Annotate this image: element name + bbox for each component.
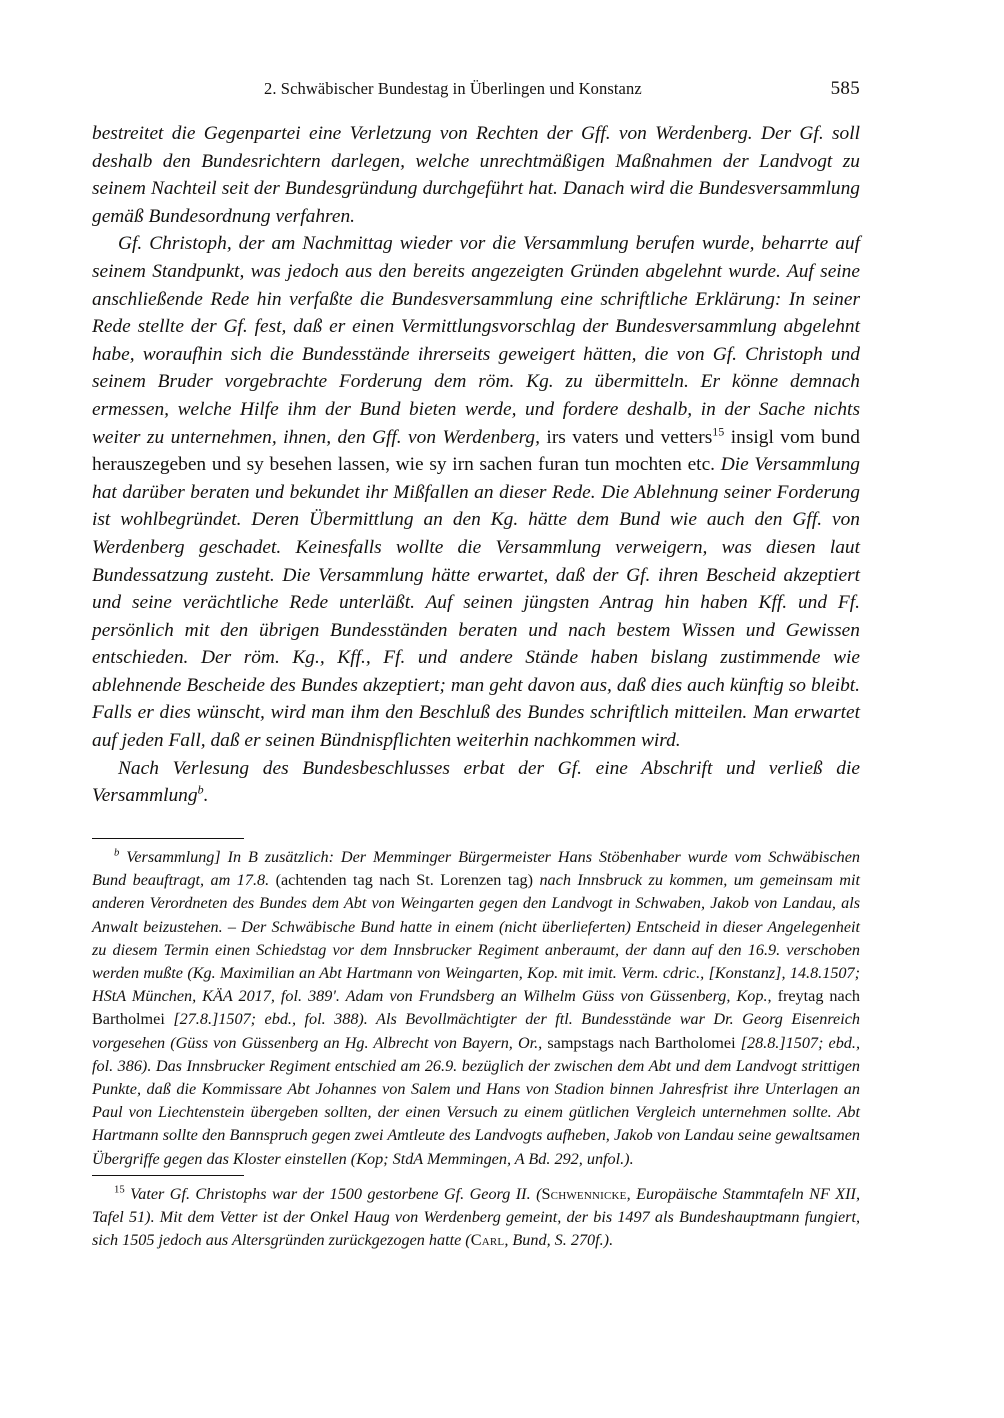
footnote-b-text-3: [27.8.]1507; ebd., fol. 388). Als Bevollmächtigter der ftl. Bundesstände war Dr. Georg Eisenreich vorgesehen (Güss von Güssenberg an Hg. Albrecht von Bayern, Or.,	[92, 1010, 860, 1052]
running-head	[92, 78, 860, 100]
running-head-title: 2. Schwäbischer Bundestag in Überlingen und Konstanz	[264, 79, 642, 98]
paragraph-2-quote-b: insigl vom bund herauszegeben und sy besehen lassen, wie sy irn sachen furan tun mochten etc.	[92, 426, 860, 476]
footnote-b-text-4: [28.8.]1507; ebd., fol. 386). Das Innsbrucker Regiment entschied am 26.9. bezüglich der zwischen dem Abt und dem Landvogt strittigen Punkte, daß die Kommissare Abt Johannes von Salem und Hans von Stadion binnen Jahresfrist ihre Unterlagen an Paul von Liechtenstein übergeben sollten, der einen Versuch zu einem gütlichen Vergleich unternehmen sollte. Abt Hartmann sollte den Bannspruch gegen zwei Amtleute des Landvogts aufheben, Jakob von Landau seine gewaltsamen Übergriffe gegen das Kloster einstellen (Kop; StdA Memmingen, A Bd. 292, unfol.).	[92, 1033, 860, 1168]
footnote-b	[92, 846, 860, 1171]
footnote-15-text-2: , Europäische Stammtafeln NF XII, Tafel 51). Mit dem Vetter ist der Onkel Haug von Werdenberg gemeint, der bis 1497 als Bundeshauptmann fungiert, sich 1505 jedoch aus Altersgründen zurückgezogen hatte (	[92, 1185, 860, 1250]
paragraph-1	[92, 120, 860, 230]
footnote-15-marker: 15	[114, 1183, 125, 1196]
page-number: 585	[830, 78, 860, 99]
paragraph-3-terminal-punctuation: .	[203, 785, 209, 807]
footnote-reference-b[interactable]: b	[197, 782, 204, 797]
body-text-block	[92, 120, 860, 810]
paragraph-2-quote-a: irs vaters und vetters	[539, 426, 713, 448]
footnote-15	[92, 1183, 860, 1253]
footnote-b-quote-3: sampstags nach Bartholomei	[547, 1033, 736, 1052]
footnote-b-marker: b	[114, 846, 120, 859]
footnote-15-text-3: , Bund, S. 270f.).	[504, 1231, 614, 1250]
paragraph-3-text: Nach Verlesung des Bundesbeschlusses erbat der Gf. eine Abschrift und verließ die Versammlung	[92, 757, 860, 807]
footnote-b-quote-1: (achtenden tag nach St. Lorenzen tag)	[275, 871, 533, 890]
footnote-b-text-2: nach Innsbruck zu kommen, um gemeinsam mit anderen Verordneten des Bundes dem Abt von Weingarten gegen den Landvogt in Schwaben, Jakob von Landau, als Anwalt beizustehen. – Der Schwäbische Bund hatte in einem (nicht überlieferten) Entscheid in dieser Angelegenheit zu diesem Termin einen Schiedstag vor dem Innsbrucker Regiment anberaumt, der dann auf den 16.9. verschoben werden mußte (Kg. Maximilian an Abt Hartmann von Weingarten, Kop. mit imit. Verm. cdric., [Konstanz], 14.8.1507; HStA München, KÄA 2017, fol. 389'. Adam von Frundsberg an Wilhelm Güss von Güssenberg, Kop.,	[92, 871, 860, 1006]
footnote-reference-15[interactable]: 15	[712, 424, 725, 439]
paragraph-3	[92, 755, 860, 810]
footnote-b-quote-2: freytag nach Bartholmei	[92, 987, 860, 1029]
footnote-separator-rule-15	[92, 1175, 244, 1176]
footnote-block-b	[92, 838, 860, 1171]
paragraph-2-segment-italic-a: Gf. Christoph, der am Nachmittag wieder vor die Versammlung berufen wurde, beharrte auf seinem Standpunkt, was jedoch aus den bereits angezeigten Gründen abgelehnt wurde. Auf seine anschließende Rede hin verfaßte die Bundesversammlung eine schriftliche Erklärung: In seiner Rede stellte der Gf. fest, daß er einen Vermittlungsvorschlag der Bundesversammlung abgelehnt habe, woraufhin sich die Bundesstände ihrerseits geweigert hätten, die von Gf. Christoph und seinem Bruder vorgebrachte Forderung dem röm. Kg. zu übermitteln. Er könne demnach ermessen, welche Hilfe ihm der Bund bieten werde, und fordere deshalb, in der Sache nichts weiter zu unternehmen, ihnen, den Gff. von Werdenberg,	[92, 233, 860, 448]
paragraph-2	[92, 230, 860, 754]
footnote-b-text-1: Versammlung] In B zusätzlich: Der Memminger Bürgermeister Hans Stöbenhaber wurde vom Schwäbischen Bund beauftragt, am 17.8.	[92, 848, 861, 890]
footnote-15-author-schwennicke: Schwennicke	[541, 1185, 627, 1203]
footnote-15-text-1: Vater Gf. Christophs war der 1500 gestorbene Gf. Georg II. (	[130, 1185, 542, 1203]
paragraph-1-text: bestreitet die Gegenpartei eine Verletzung von Rechten der Gff. von Werdenberg. Der Gf. soll deshalb den Bundesrichtern darlegen, welche unrechtmäßigen Maßnahmen der Landvogt zu seinem Nachteil seit der Bundesgründung durchgeführt hat. Danach wird die Bundesversammlung gemäß Bundesordnung verfahren.	[92, 123, 860, 227]
paragraph-2-segment-italic-b: Die Versammlung hat darüber beraten und bekundet ihr Mißfallen an dieser Rede. Die Ablehnung seiner Forderung ist wohlbegründet. Deren Übermittlung an den Kg. hätte dem Bund wie auch den Gff. von Werdenberg geschadet. Keinesfalls wollte die Versammlung verweigern, was diesen laut Bundessatzung zusteht. Die Versammlung hätte erwartet, daß der Gf. ihren Bescheid akzeptiert und seine verächtliche Rede unterläßt. Auf seinen jüngsten Antrag hin haben Kff. und Ff. persönlich mit den übrigen Bundesständen beraten und nach bestem Wissen und Gewissen entschieden. Der röm. Kg., Kff., Ff. und andere Stände haben bislang zustimmende wie ablehnende Bescheide des Bundes akzeptiert; man geht davon aus, daß dies auch künftig so bleibt. Falls er dies wünscht, wird man ihm den Beschluß des Bundes schriftlich mitteilen. Man erwartet auf jeden Fall, daß er seinen Bündnispflichten weiterhin nachkommen wird.	[92, 454, 861, 752]
footnote-15-author-carl: Carl	[470, 1231, 505, 1250]
footnote-separator-rule-b	[92, 838, 244, 839]
footnote-block-15	[92, 1175, 860, 1253]
